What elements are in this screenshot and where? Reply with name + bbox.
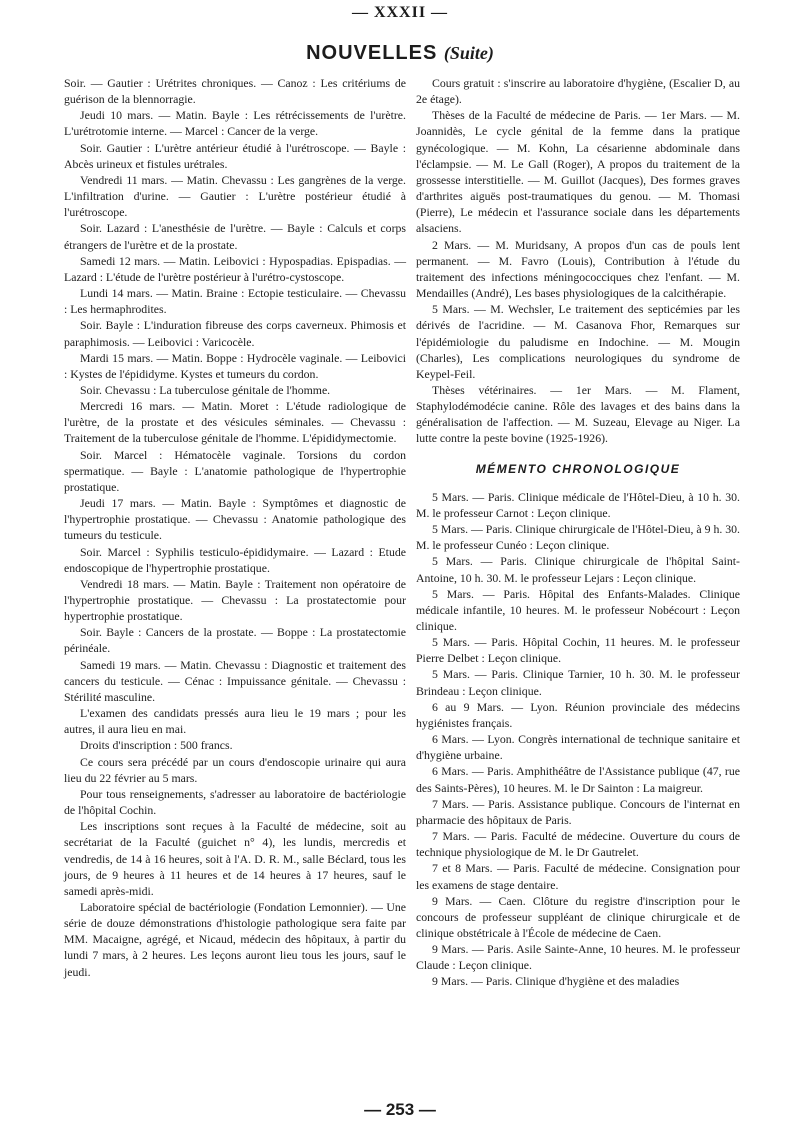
title-main: NOUVELLES <box>306 42 438 64</box>
memento-entry: 5 Mars. — Paris. Clinique médicale de l'Hôtel-Dieu, à 10 h. 30. M. le professeur Carnot : Leçon clinique. <box>416 489 740 520</box>
page-number: — 253 — <box>364 1100 436 1119</box>
memento-entry: 7 Mars. — Paris. Assistance publique. Concours de l'internat en pharmacie des hôpitaux de Paris. <box>416 796 740 827</box>
paragraph: Soir. Bayle : Cancers de la prostate. — Boppe : La prostatectomie périnéale. <box>64 625 406 656</box>
right-column <box>416 75 740 990</box>
paragraph: Thèses de la Faculté de médecine de Paris. — 1er Mars. — M. Joannidès, Le cycle génital de la femme dans la pratique gynécologique. — M. Kohn, La césarienne abdominale dans l'éclampsie. — M. Le Gall (Roger), A propos du traitement de la grossesse interstitielle. — M. Guillot (Jacques), Des formes graves d'arthrites aiguës post-traumatiques du genou. — M. Thomasi (Pierre), Le médecin et l'assurance sociale dans les départements alsaciens. <box>416 108 740 236</box>
paragraph: Jeudi 10 mars. — Matin. Bayle : Les rétrécissements de l'urètre. L'urétrotomie interne. — Marcel : Cancer de la verge. <box>64 108 406 139</box>
paragraph: Lundi 14 mars. — Matin. Braine : Ectopie testiculaire. — Chevassu : Les hermaphrodites. <box>64 286 406 317</box>
paragraph: Soir. Chevassu : La tuberculose génitale de l'homme. <box>80 382 331 397</box>
paragraph: Soir. Lazard : L'anesthésie de l'urètre. — Bayle : Calculs et corps étrangers de l'urètre et de la prostate. <box>64 221 406 252</box>
memento-entry: 9 Mars. — Paris. Asile Sainte-Anne, 10 heures. M. le professeur Claude : Leçon clinique. <box>416 942 740 973</box>
paragraph: Les inscriptions sont reçues à la Faculté de médecine, soit au secrétariat de la Faculté (guichet n° 4), les lundis, mercredis et vendredis, de 14 à 16 heures, soit à l'A. D. R. M., salle Béclard, tous les jours, de 9 heures à 11 heures et de 14 heures à 17 heures, sauf le samedi après-midi. <box>64 819 406 898</box>
paragraph: Thèses vétérinaires. — 1er Mars. — M. Flament, Staphylodémodécie canine. Rôle des lavages et des bains dans la généralisation de l'affection. — M. Suzeau, Elevage au Niger. La lutte contre la peste bovine (1925-1926). <box>416 382 740 446</box>
paragraph: Samedi 12 mars. — Matin. Leibovici : Hypospadias. Epispadias. — Lazard : L'étude de l'urètre postérieur à l'urétro-cystoscope. <box>64 253 406 284</box>
paragraph: Mercredi 16 mars. — Matin. Moret : L'étude radiologique de l'urètre, de la prostate et des vésicules séminales. — Chevassu : Traitement de la tuberculose génitale de l'homme. L'épididymectomie. <box>64 399 406 446</box>
memento-entry: 9 Mars. — Caen. Clôture du registre d'inscription pour le concours de professeur suppléant de clinique chirurgicale et de clinique obstétricale à l'École de médecine de Caen. <box>416 893 740 940</box>
paragraph: Soir. Bayle : L'induration fibreuse des corps caverneux. Phimosis et paraphimosis. — Leibovici : Varicocèle. <box>64 318 406 349</box>
memento-entry: 7 Mars. — Paris. Faculté de médecine. Ouverture du cours de technique physiologique de M. le Dr Gautrelet. <box>416 829 740 860</box>
title-suite: (Suite) <box>443 43 494 63</box>
paragraph: Soir. — Gautier : Urétrites chroniques. — Canoz : Les critériums de guérison de la blennorragie. <box>64 76 406 107</box>
section-title <box>0 42 800 65</box>
memento-entry: 5 Mars. — Paris. Hôpital des Enfants-Malades. Clinique médicale infantile, 10 heures. M. le professeur Nobécourt : Leçon clinique. <box>416 586 740 633</box>
paragraph: Vendredi 18 mars. — Matin. Bayle : Traitement non opératoire de l'hypertrophie prostatique. — Chevassu : La prostatectomie pour hypertrophie prostatique. <box>64 576 406 624</box>
paragraph: Droits d'inscription : 500 francs. <box>80 738 233 753</box>
paragraph: Jeudi 17 mars. — Matin. Bayle : Symptômes et diagnostic de l'hypertrophie prostatique. — Chevassu : Anatomie pathologique des tumeurs du testicule. <box>64 496 406 543</box>
memento-entry: 6 Mars. — Paris. Amphithéâtre de l'Assistance publique (47, rue des Saints-Pères), 10 heures. M. le Dr Sainton : La maigreur. <box>416 764 740 795</box>
paragraph: Mardi 15 mars. — Matin. Boppe : Hydrocèle vaginale. — Leibovici : Kystes de l'épididyme. Kystes et tumeurs du cordon. <box>64 350 406 381</box>
memento-entry: 6 Mars. — Lyon. Congrès international de technique sanitaire et d'hygiène urbaine. <box>416 732 740 763</box>
memento-heading: MÉMENTO CHRONOLOGIQUE <box>475 461 681 476</box>
left-column <box>64 75 406 980</box>
memento-entry: 9 Mars. — Paris. Clinique d'hygiène et des maladies <box>432 974 680 989</box>
paragraph: 2 Mars. — M. Muridsany, A propos d'un cas de pouls lent permanent. — M. Favro (Louis), Contribution à l'étude du traitement des infections méningococciques chez l'enfant. — M. Mendailles (André), Les bases physiologiques de la calcithérapie. <box>416 237 740 301</box>
roman-folio: — XXXII — <box>351 4 449 21</box>
paragraph: Vendredi 11 mars. — Matin. Chevassu : Les gangrènes de la verge. L'infiltration d'urine. — Gautier : L'urètre postérieur étudié à l'urétroscope. <box>64 172 406 220</box>
paragraph: 5 Mars. — M. Wechsler, Le traitement des septicémies par les dérivés de l'acridine. — M. Casanova Fhor, Remarques sur l'épidémiologie du paludisme en Indochine. — M. Mougin (Charles), Les complications neurologiques du syndrome de Keypel-Feil. <box>416 302 740 381</box>
memento-entry: 5 Mars. — Paris. Clinique chirurgicale de l'hôpital Saint-Antoine, 10 h. 30. M. le professeur Lejars : Leçon clinique. <box>416 554 740 585</box>
memento-entry: 7 et 8 Mars. — Paris. Faculté de médecine. Consignation pour les examens de stage dentaire. <box>416 861 740 892</box>
paragraph: Laboratoire spécial de bactériologie (Fondation Lemonnier). — Une série de douze démonstrations d'histologie pathologique sera faite par MM. Macaigne, agrégé, et Nicaud, médecin des hôpitaux, à partir du lundi 7 mars, à 2 heures. Les leçons auront lieu tous les jours, sauf le jeudi. <box>64 899 406 979</box>
memento-entry: 6 au 9 Mars. — Lyon. Réunion provinciale des médecins hygiénistes français. <box>416 699 740 730</box>
paragraph: Ce cours sera précédé par un cours d'endoscopie urinaire qui aura lieu du 22 février au 5 mars. <box>64 754 406 785</box>
memento-entry: 5 Mars. — Paris. Hôpital Cochin, 11 heures. M. le professeur Pierre Delbet : Leçon clinique. <box>416 635 740 666</box>
memento-entry: 5 Mars. — Paris. Clinique Tarnier, 10 h. 30. M. le professeur Brindeau : Leçon clinique. <box>416 667 740 698</box>
paragraph: Soir. Gautier : L'urètre antérieur étudié à l'urétroscope. — Bayle : Abcès urineux et fistules urétrales. <box>64 140 406 171</box>
paragraph: Soir. Marcel : Hématocèle vaginale. Torsions du cordon spermatique. — Bayle : L'anatomie pathologique de l'hypertrophie prostatique. <box>64 447 406 494</box>
paragraph: Pour tous renseignements, s'adresser au laboratoire de bactériologie de l'hôpital Cochin. <box>64 786 406 818</box>
paragraph: Samedi 19 mars. — Matin. Chevassu : Diagnostic et traitement des cancers du testicule. — Cénac : Impuissance génitale. — Chevassu : Stérilité masculine. <box>64 657 406 704</box>
paragraph: Soir. Marcel : Syphilis testiculo-épididymaire. — Lazard : Etude endoscopique de l'hypertrophie prostatique. <box>64 544 406 575</box>
memento-entry: 5 Mars. — Paris. Clinique chirurgicale de l'Hôtel-Dieu, à 9 h. 30. M. le professeur Cunéo : Leçon clinique. <box>416 522 740 553</box>
paragraph: Cours gratuit : s'inscrire au laboratoire d'hygiène, (Escalier D, au 2e étage). <box>416 76 740 107</box>
paragraph: L'examen des candidats pressés aura lieu le 19 mars ; pour les autres, il aura lieu en mai. <box>64 706 406 737</box>
